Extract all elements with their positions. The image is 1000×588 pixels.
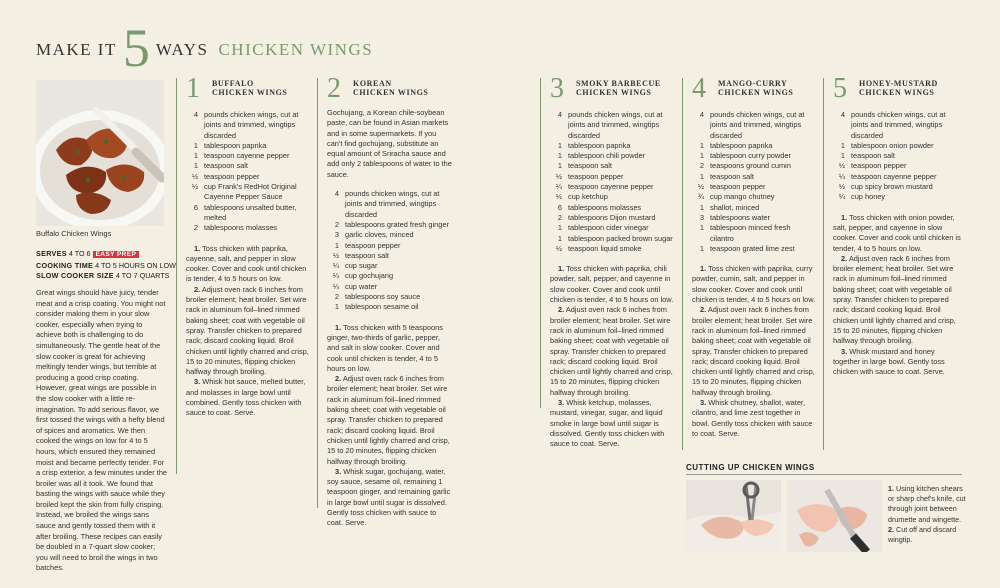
recipe-step — [833, 213, 963, 254]
ingredient-text: teaspoon salt — [710, 171, 754, 181]
header-title: CHICKEN WINGS — [218, 40, 374, 59]
step-text: Adjust oven rack 6 inches from broiler element; heat broiler. Set wire rack in aluminum foil–lined rimmed baking sheet; coat with vegetable oil spray. Transfer chicken to prepared rack; discard cooking liquid. Broil chicken until lightly charred and crisp, 15 to 20 minutes, flipping chicken halfway through broiling. — [550, 305, 673, 397]
ingredient-item — [692, 141, 816, 151]
recipe-title: BUFFALO CHICKEN WINGS — [212, 79, 288, 97]
step-number: 2. — [194, 284, 201, 294]
ingredient-text: cup Frank's RedHot Original Cayenne Pepper Sauce — [204, 182, 297, 202]
ingredient-text: pounds chicken wings, cut at joints and trimmed, wingtips discarded — [568, 110, 663, 140]
ingredient-text: pounds chicken wings, cut at joints and trimmed, wingtips discarded — [345, 189, 440, 219]
ingredient-item — [692, 110, 816, 141]
ingredient-quantity: ½ — [332, 250, 339, 260]
ingredient-text: tablespoons Dijon mustard — [568, 212, 656, 222]
ingredient-quantity: 2 — [557, 212, 562, 222]
ingredient-quantity: 1 — [557, 151, 562, 161]
header-ways: WAYS — [155, 40, 209, 59]
ingredient-text: cup gochujang — [345, 271, 394, 281]
header-number: 5 — [122, 18, 150, 78]
ingredient-item — [327, 292, 452, 302]
ingredient-text: tablespoon onion powder — [851, 140, 934, 150]
ingredient-text: cup sugar — [345, 261, 378, 271]
ingredient-text: teaspoon pepper — [710, 182, 766, 192]
ingredient-text: pounds chicken wings, cut at joints and trimmed, wingtips discarded — [204, 110, 299, 140]
ingredient-item — [550, 182, 675, 192]
ingredient-text: tablespoon minced fresh cilantro — [710, 223, 791, 243]
step-number: 3. — [841, 346, 848, 356]
ingredient-text: garlic cloves, minced — [345, 230, 414, 240]
recipe-heading — [327, 73, 452, 108]
ingredient-text: pounds chicken wings, cut at joints and trimmed, wingtips discarded — [851, 110, 946, 140]
recipe-title: HONEY-MUSTARD CHICKEN WINGS — [859, 79, 938, 97]
header-make-it: MAKE IT — [36, 40, 117, 59]
recipe-column — [186, 73, 310, 419]
ingredient-quantity: 2 — [193, 223, 198, 233]
intro-text: Great wings should have juicy, tender meat and a crisp coating. You might not consider making them in your slow cooker, especially when trying to achieve both is challenging to do simultaneously. The gentle heat of the slow cooker is great for achieving meltingly tender wings, but terrible at producing a good crisp coating. However, great wings are possible in the slow cooker with a little re-imagination. To add serious flavor, we first tossed the wings with a hefty blend of spices and aromatics. We then cooked the wings on low for 4 to 5 hours, which ensured they remained moist and became perfectly tender. For a crisp exterior, a few minutes under the broiler was all it took. We found that basting the wings with sauce while they broiled kept the skin from fully crisping. Instead, we broiled the wings sans sauce and gently tossed them with it after broiling. These recipes can easily be doubled in a 7-quart slow cooker; you will need to broil the wings in two batches. — [36, 288, 168, 573]
ingredient-list — [186, 110, 310, 234]
ingredient-item — [550, 110, 675, 141]
recipe-title: KOREAN CHICKEN WINGS — [353, 79, 429, 97]
recipe-step — [186, 377, 310, 418]
step-text: Toss chicken with paprika, cayenne, salt, and pepper in slow cooker. Cover and cook until chicken is tender, 4 to 5 hours on low. — [186, 243, 307, 284]
recipe-step — [186, 285, 310, 378]
ingredient-item — [833, 192, 963, 202]
ingredient-quantity: 1 — [840, 140, 845, 150]
ingredient-text: teaspoon cayenne pepper — [568, 182, 654, 192]
ingredient-item — [327, 282, 452, 292]
step-text: Adjust oven rack 6 inches from broiler element; heat broiler. Set wire rack in aluminum foil–lined rimmed baking sheet; coat with vegetable oil spray. Transfer chicken to prepared rack; discard cooking liquid. Broil chicken until lightly charred and crisp, 15 to 20 minutes, flipping chicken halfway through broiling. — [186, 284, 309, 377]
step-number: 1. — [841, 212, 848, 222]
recipe-step — [186, 244, 310, 285]
column-divider — [823, 78, 824, 450]
ingredient-quantity: ½ — [555, 171, 562, 181]
ingredient-quantity: ½ — [191, 182, 198, 192]
ingredient-text: teaspoon cayenne pepper — [851, 171, 937, 181]
ingredient-item — [550, 213, 675, 223]
ingredient-item — [692, 151, 816, 161]
step-text: Whisk sugar, gochujang, water, soy sauce, sesame oil, remaining 1 teaspoon ginger, and remaining garlic in large bowl until sugar is dissolved. Gently toss chicken with sauce to coat. Serve. — [327, 466, 451, 528]
ingredient-quantity: 4 — [334, 189, 339, 199]
ingredient-quantity: 1 — [699, 151, 704, 161]
ingredient-item — [327, 251, 452, 261]
step-text: Adjust oven rack 6 inches from broiler element; heat broiler. Set wire rack in aluminum foil–lined rimmed baking sheet; coat with vegetable oil spray. Transfer chicken to prepared rack; discard cooking liquid. Broil chicken until lightly charred and crisp, 15 to 20 minutes, flipping chicken halfway through broiling. — [833, 253, 956, 346]
step-number: 3. — [558, 398, 565, 408]
recipe-step — [327, 374, 452, 467]
step-number: 1. — [335, 322, 342, 332]
ingredient-quantity: 1 — [557, 140, 562, 150]
ingredient-text: cup water — [345, 281, 378, 291]
ingredient-text: teaspoon salt — [204, 161, 248, 171]
step-number: 3. — [700, 398, 707, 408]
step-list — [327, 323, 452, 529]
step-number: 3. — [335, 466, 342, 476]
ingredient-text: tablespoons grated fresh ginger — [345, 219, 449, 229]
step-list — [550, 264, 675, 449]
step-text: Whisk mustard and honey together in large bowl. Gently toss chicken with sauce to coat. Serve. — [833, 346, 945, 377]
ingredient-quantity: 4 — [557, 110, 562, 119]
ingredient-quantity: 6 — [193, 202, 198, 212]
recipe-number: 1 — [186, 73, 200, 104]
ingredient-text: tablespoon paprika — [204, 140, 267, 150]
ingredient-text: tablespoon cider vinegar — [568, 223, 649, 233]
ingredient-text: teaspoon liquid smoke — [568, 243, 642, 253]
recipe-title: SMOKY BARBECUE CHICKEN WINGS — [576, 79, 661, 97]
ingredient-text: tablespoons molasses — [568, 202, 642, 212]
ingredient-list — [833, 110, 963, 203]
cutting-rule — [686, 474, 962, 475]
ingredient-item — [327, 261, 452, 271]
ingredient-text: teaspoon salt — [851, 151, 895, 161]
easy-prep-badge: EASY PREP — [93, 251, 140, 258]
cutting-step-text: Cut off and discard wingtip. — [888, 524, 957, 545]
ingredient-item — [550, 151, 675, 161]
step-text: Adjust oven rack 6 inches from broiler element; heat broiler. Set wire rack in aluminum foil–lined rimmed baking sheet; coat with vegetable oil spray. Transfer chicken to prepared rack; discard cooking liquid. Broil chicken until lightly charred and crisp, 15 to 20 minutes, flipping chicken halfway through broiling. — [327, 374, 450, 466]
ingredient-quantity: 1 — [557, 223, 562, 233]
ingredient-item — [550, 161, 675, 171]
ingredient-item — [833, 110, 963, 141]
ingredient-quantity: ¼ — [838, 171, 845, 181]
ingredient-quantity: 1 — [699, 171, 704, 181]
step-number: 3. — [194, 377, 201, 387]
ingredient-quantity: 1 — [699, 202, 704, 212]
step-number: 2. — [335, 374, 342, 384]
ingredient-quantity: ¼ — [332, 261, 339, 271]
recipe-heading — [550, 73, 675, 108]
ingredient-list — [327, 189, 452, 313]
ingredient-item — [833, 182, 963, 192]
recipe-column — [692, 73, 816, 439]
cutting-photo-shears — [686, 480, 781, 552]
ingredient-quantity: 1 — [334, 302, 339, 312]
photo-caption: Buffalo Chicken Wings — [36, 229, 112, 238]
ingredient-item — [692, 161, 816, 171]
ingredient-quantity: 1 — [334, 240, 339, 250]
ingredient-item — [692, 172, 816, 182]
ingredient-text: tablespoon chili powder — [568, 151, 646, 161]
ingredient-item — [550, 244, 675, 254]
step-text: Toss chicken with paprika, chili powder, salt, pepper, and cayenne in slow cooker. Cover and cook until chicken is tender, 4 to 5 hours on low. — [550, 264, 674, 305]
ingredient-text: teaspoon pepper — [568, 171, 624, 181]
recipe-number: 2 — [327, 73, 341, 104]
cutting-step-number: 1. — [888, 484, 894, 493]
ingredient-item — [186, 151, 310, 161]
step-text: Whisk hot sauce, melted butter, and molasses in large bowl until combined. Gently toss chicken with sauce to coat. Serve. — [186, 377, 306, 418]
ingredient-item — [327, 302, 452, 312]
ingredient-item — [186, 203, 310, 224]
step-list — [692, 264, 816, 439]
ingredient-item — [327, 230, 452, 240]
step-number: 2. — [558, 305, 565, 315]
ingredient-item — [186, 182, 310, 203]
ingredient-quantity: 2 — [334, 219, 339, 229]
ingredient-quantity: ½ — [555, 243, 562, 253]
ingredient-quantity: 1 — [557, 161, 562, 171]
recipe-number: 5 — [833, 73, 847, 104]
ingredient-quantity: 1 — [840, 151, 845, 161]
recipe-step — [833, 347, 963, 378]
cutting-title: CUTTING UP CHICKEN WINGS — [686, 463, 815, 472]
step-text: Toss chicken with paprika, curry powder, cumin, salt, and pepper in slow cooker. Cover and cook until chicken is tender, 4 to 5 hours on low. — [692, 264, 816, 305]
ingredient-quantity: 3 — [334, 230, 339, 240]
recipe-column — [833, 73, 963, 377]
recipe-heading — [692, 73, 816, 108]
column-divider — [317, 78, 318, 508]
ingredient-quantity: 1 — [699, 140, 704, 150]
column-divider — [682, 78, 683, 450]
ingredient-text: teaspoon grated lime zest — [710, 243, 795, 253]
ingredient-item — [327, 241, 452, 251]
recipe-title: MANGO-CURRY CHICKEN WINGS — [718, 79, 794, 97]
ingredient-text: teaspoon cayenne pepper — [204, 151, 290, 161]
ingredient-quantity: 1 — [699, 243, 704, 253]
step-list — [186, 244, 310, 419]
slow-cooker-size-label: SLOW COOKER SIZE — [36, 271, 114, 280]
ingredient-text: tablespoons molasses — [204, 223, 278, 233]
ingredient-item — [833, 141, 963, 151]
recipe-step — [692, 264, 816, 305]
cutting-steps — [888, 484, 968, 545]
ingredient-item — [833, 151, 963, 161]
recipe-number: 3 — [550, 73, 564, 104]
ingredient-text: teaspoons ground cumin — [710, 161, 791, 171]
step-number: 2. — [841, 253, 848, 263]
ingredient-quantity: ½ — [838, 182, 845, 192]
ingredient-quantity: 4 — [840, 110, 845, 119]
ingredient-text: tablespoon paprika — [710, 140, 773, 150]
buffalo-wings-photo — [36, 80, 164, 226]
cutting-photo-knife — [787, 480, 882, 552]
ingredient-item — [327, 271, 452, 281]
ingredient-item — [550, 234, 675, 244]
ingredient-quantity: ½ — [838, 161, 845, 171]
ingredient-quantity: 4 — [193, 110, 198, 119]
ingredient-text: tablespoon paprika — [568, 140, 631, 150]
ingredient-quantity: ½ — [555, 192, 562, 202]
ingredient-quantity: ¼ — [332, 281, 339, 291]
ingredient-quantity: 1 — [193, 151, 198, 161]
ingredient-text: cup ketchup — [568, 192, 608, 202]
ingredient-item — [550, 141, 675, 151]
step-number: 1. — [558, 264, 565, 274]
ingredient-text: cup honey — [851, 192, 886, 202]
recipe-heading — [186, 73, 310, 108]
ingredient-quantity: 1 — [557, 233, 562, 243]
ingredient-text: tablespoon packed brown sugar — [568, 233, 673, 243]
ingredient-item — [186, 161, 310, 171]
ingredient-item — [692, 203, 816, 213]
ingredient-list — [692, 110, 816, 254]
recipe-column — [550, 73, 675, 450]
recipe-step — [550, 264, 675, 305]
ingredient-item — [692, 213, 816, 223]
recipe-step — [692, 305, 816, 398]
slow-cooker-size-value: 4 TO 7 QUARTS — [115, 271, 170, 280]
ingredient-item — [550, 203, 675, 213]
ingredient-text: cup spicy brown mustard — [851, 182, 933, 192]
ingredient-quantity: 1 — [699, 223, 704, 233]
ingredient-item — [327, 189, 452, 220]
ingredient-quantity: 3 — [699, 212, 704, 222]
ingredient-text: pounds chicken wings, cut at joints and trimmed, wingtips discarded — [710, 110, 805, 140]
recipe-step — [833, 254, 963, 347]
ingredient-quantity: ½ — [191, 171, 198, 181]
recipe-step — [550, 305, 675, 398]
ingredient-list — [550, 110, 675, 254]
step-text: Whisk chutney, shallot, water, cilantro, and lime zest together in bowl. Gently toss chicken with sauce to coat. Serve. — [692, 398, 813, 438]
recipe-step — [327, 467, 452, 529]
step-list — [833, 213, 963, 378]
step-text: Toss chicken with 5 teaspoons ginger, two-thirds of garlic, pepper, and salt in slow cooker. Cover and cook until chicken is tender, 4 to 5 hours on low. — [327, 322, 443, 373]
recipe-number: 4 — [692, 73, 706, 104]
ingredient-text: shallot, minced — [710, 202, 760, 212]
step-text: Toss chicken with onion powder, salt, pepper, and cayenne in slow cooker. Cover and cook until chicken is tender, 4 to 5 hours on low. — [833, 212, 961, 253]
recipe-step — [692, 398, 816, 439]
step-number: 2. — [700, 305, 707, 315]
cutting-step-text: Using kitchen shears or sharp chef's knife, cut through joint between drumette and wingette. — [888, 484, 966, 524]
serves-label: SERVES — [36, 249, 67, 258]
ingredient-item — [186, 223, 310, 233]
recipe-step — [550, 398, 675, 449]
ingredient-item — [692, 192, 816, 202]
ingredient-item — [550, 223, 675, 233]
recipe-step — [327, 323, 452, 374]
ingredient-text: tablespoon sesame oil — [345, 302, 419, 312]
ingredient-quantity: ¾ — [697, 192, 704, 202]
recipe-column — [327, 73, 452, 529]
step-number: 1. — [700, 264, 707, 274]
ingredient-quantity: 2 — [334, 292, 339, 302]
ingredient-text: teaspoon pepper — [204, 171, 260, 181]
ingredient-quantity: 2 — [699, 161, 704, 171]
ingredient-quantity: 4 — [699, 110, 704, 119]
ingredient-item — [550, 172, 675, 182]
step-number: 1. — [194, 243, 201, 253]
ingredient-text: tablespoons water — [710, 212, 770, 222]
recipe-heading — [833, 73, 963, 108]
column-divider — [540, 78, 541, 408]
ingredient-text: teaspoon salt — [345, 250, 389, 260]
cooking-time-value: 4 TO 5 HOURS ON LOW — [95, 260, 176, 270]
ingredient-text: teaspoon salt — [568, 161, 612, 171]
ingredient-item — [327, 220, 452, 230]
ingredient-item — [186, 141, 310, 151]
ingredient-text: teaspoon pepper — [345, 240, 401, 250]
ingredient-quantity: ¼ — [838, 192, 845, 202]
cooking-time-label: COOKING TIME — [36, 260, 94, 270]
ingredient-quantity: 6 — [557, 202, 562, 212]
ingredient-item — [692, 244, 816, 254]
ingredient-quantity: 1 — [193, 161, 198, 171]
ingredient-quantity: ¼ — [332, 271, 339, 281]
ingredient-item — [692, 223, 816, 244]
cutting-step-number: 2. — [888, 524, 894, 534]
ingredient-item — [692, 182, 816, 192]
page-header — [36, 18, 374, 78]
serves-value: 4 TO 6 — [68, 249, 91, 258]
ingredient-quantity: ½ — [697, 182, 704, 192]
step-text: Adjust oven rack 6 inches from broiler element; heat broiler. Set wire rack in aluminum foil–lined rimmed baking sheet; coat with vegetable oil spray. Transfer chicken to prepared rack; discard cooking liquid. Broil chicken until lightly charred and crisp, 15 to 20 minutes, flipping chicken halfway through broiling. — [692, 305, 815, 397]
ingredient-item — [833, 172, 963, 182]
ingredient-text: tablespoons soy sauce — [345, 292, 421, 302]
ingredient-quantity: 1 — [193, 140, 198, 150]
ingredient-item — [833, 161, 963, 171]
step-text: Whisk ketchup, molasses, mustard, vinegar, sugar, and liquid smoke in large bowl until sugar is dissolved. Gently toss chicken with sauce to coat. Serve. — [550, 398, 665, 449]
ingredient-text: tablespoon curry powder — [710, 151, 791, 161]
recipe-meta — [36, 249, 176, 282]
ingredient-item — [550, 192, 675, 202]
ingredient-text: cup mango chutney — [710, 192, 775, 202]
ingredient-text: teaspoon pepper — [851, 161, 907, 171]
ingredient-text: tablespoons unsalted butter, melted — [204, 202, 297, 222]
column-divider — [176, 78, 177, 474]
ingredient-item — [186, 110, 310, 141]
ingredient-quantity: ¼ — [555, 182, 562, 192]
ingredient-item — [186, 172, 310, 182]
recipe-intro: Gochujang, a Korean chile-soybean paste, can be found in Asian markets and in some supermarkets. If you can't find gochujang, substitute an equal amount of Sriracha sauce and add only 2 tablespoons of water to the sauce. — [327, 108, 452, 179]
